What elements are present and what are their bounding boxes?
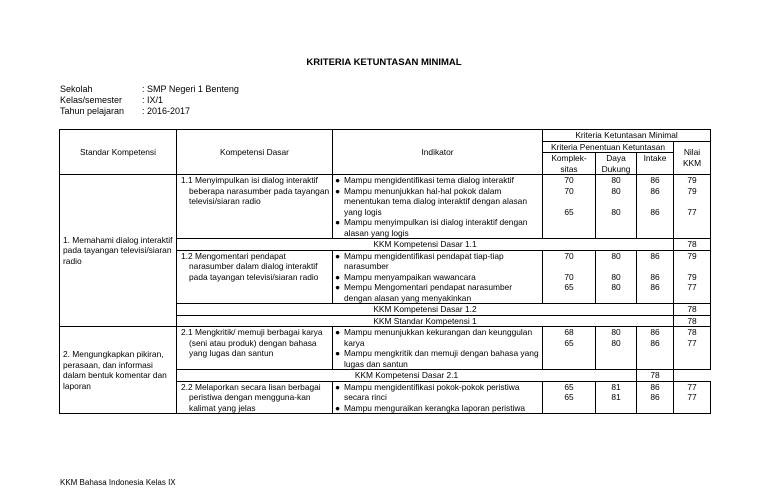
list-item: ● Mampu mengidentifikasi pendapat tiap-tiap narasumber xyxy=(335,250,504,271)
sk-2-cell: 2. Mengungkapkan pikiran, perasaan, dan informasi dalam bentuk komentar dan laporan xyxy=(60,327,177,414)
header-kriteria-penentuan: Kriteria Penentuan Ketuntasan xyxy=(543,141,674,153)
nilai-2-1: 78 77 xyxy=(674,327,711,370)
info-label: Sekolah xyxy=(60,84,93,94)
indikator-2-2 xyxy=(333,381,543,414)
kkm-table xyxy=(59,129,711,414)
komplek-1-2: 70 70 65 xyxy=(543,250,596,304)
page-title: KRITERIA KETUNTASAN MINIMAL xyxy=(306,57,462,68)
table-row xyxy=(60,175,711,239)
intake-2-1: 86 86 xyxy=(637,327,674,370)
header-intake: Intake xyxy=(637,153,674,175)
daya-1-1: 80 80 80 xyxy=(596,175,637,239)
indikator-2-1 xyxy=(333,327,543,370)
nilai-1-2: 79 79 77 xyxy=(674,250,711,304)
header-standar-kompetensi: Standar Kompetensi xyxy=(60,130,177,175)
header-kompetensi-dasar: Kompetensi Dasar xyxy=(177,130,333,175)
kkm-kd-2-1-value: 78 xyxy=(637,370,674,382)
list-item: ● Mampu mengkritik dan memuji dengan bahasa yang lugas dan santun xyxy=(335,348,539,369)
kd-1-2: 1.2 Mengomentari pendapat narasumber dalam dialog interaktif pada tayangan televisi/siaran radio xyxy=(177,250,333,304)
list-item: ● Mampu menunjukkan kekurangan dan keunggulan karya xyxy=(335,327,533,348)
kkm-kd-2-1-label: KKM Kompetensi Dasar 2.1 xyxy=(177,370,637,382)
list-item: ● Mampu mengidentifikasi pokok-pokok peristiwa secara rinci xyxy=(335,381,520,402)
daya-2-2: 81 81 xyxy=(596,381,637,414)
info-value: : IX/1 xyxy=(142,95,164,105)
kkm-kd-1-1-value: 78 xyxy=(674,239,711,251)
komplek-2-2: 65 65 xyxy=(543,381,596,414)
list-item: ● Mempu Mengomentari pendapat narasumber dengan alasan yang menyakinkan xyxy=(335,282,513,303)
komplek-2-1: 68 65 xyxy=(543,327,596,370)
header-kompleksitas: Komplek-sitas xyxy=(543,153,596,175)
daya-1-2: 80 80 80 xyxy=(596,250,637,304)
list-item: ● Mampu menyampaikan wawancara xyxy=(335,271,476,282)
kkm-kd-1-1-label: KKM Kompetensi Dasar 1.1 xyxy=(177,239,674,251)
list-item: ● Mampu menguraikan kerangka laporan peristiwa xyxy=(335,402,526,413)
intake-2-2: 86 86 xyxy=(637,381,674,414)
komplek-1-1: 70 70 65 xyxy=(543,175,596,239)
kd-2-1: 2.1 Mengkritik/ memuji berbagai karya (seni atau produk) dengan bahasa yang lugas dan santun xyxy=(177,327,333,370)
header-row xyxy=(60,130,711,142)
sk-1-cell: 1. Memahami dialog interaktif pada tayangan televisi/siaran radio xyxy=(60,175,177,327)
header-indikator: Indikator xyxy=(333,130,543,175)
kkm-kd-1-2-value: 78 xyxy=(674,304,711,316)
kd-2-2: 2.2 Melaporkan secara lisan berbagai peristiwa dengan mengguna-kan kalimat yang jelas xyxy=(177,381,333,414)
indikator-1-2 xyxy=(333,250,543,304)
info-label: Kelas/semester xyxy=(60,95,123,105)
list-item: ● Mampu menyimpulkan isi dialog interaktif dengan alasan yang logis xyxy=(335,217,528,238)
indikator-1-1 xyxy=(333,175,543,239)
nilai-1-1: 79 79 77 xyxy=(674,175,711,239)
kkm-sk-1-value: 78 xyxy=(674,315,711,327)
nilai-2-2: 77 77 xyxy=(674,381,711,414)
table-row xyxy=(60,327,711,370)
info-value: : 2016-2017 xyxy=(142,106,191,116)
info-value: : SMP Negeri 1 Benteng xyxy=(142,84,239,94)
info-label: Tahun pelajaran xyxy=(60,106,125,116)
list-item: ● Mampu mengidentifikasi tema dialog interaktif xyxy=(335,175,514,185)
page-footer: KKM Bahasa Indonesia Kelas IX xyxy=(60,478,176,487)
kd-1-1: 1.1 Menyimpulkan isi dialog interaktif beberapa narasumber pada tayangan televisi/siaran radio xyxy=(177,175,333,239)
kkm-sk-1-label: KKM Standar Kompetensi 1 xyxy=(177,315,674,327)
header-daya-dukung: Daya Dukung xyxy=(596,153,637,175)
kkm-kd-1-2-label: KKM Kompetensi Dasar 1.2 xyxy=(177,304,674,316)
daya-2-1: 80 80 xyxy=(596,327,637,370)
intake-1-1: 86 86 86 xyxy=(637,175,674,239)
header-nilai-kkm: Nilai KKM xyxy=(674,141,711,175)
intake-1-2: 86 86 86 xyxy=(637,250,674,304)
list-item: ● Mampu menunjukkan hal-hal pokok dalam menentukan tema dialog interaktif dengan alasan yang logis xyxy=(335,185,527,217)
header-kkm-group: Kriteria Ketuntasan Minimal xyxy=(543,130,711,142)
